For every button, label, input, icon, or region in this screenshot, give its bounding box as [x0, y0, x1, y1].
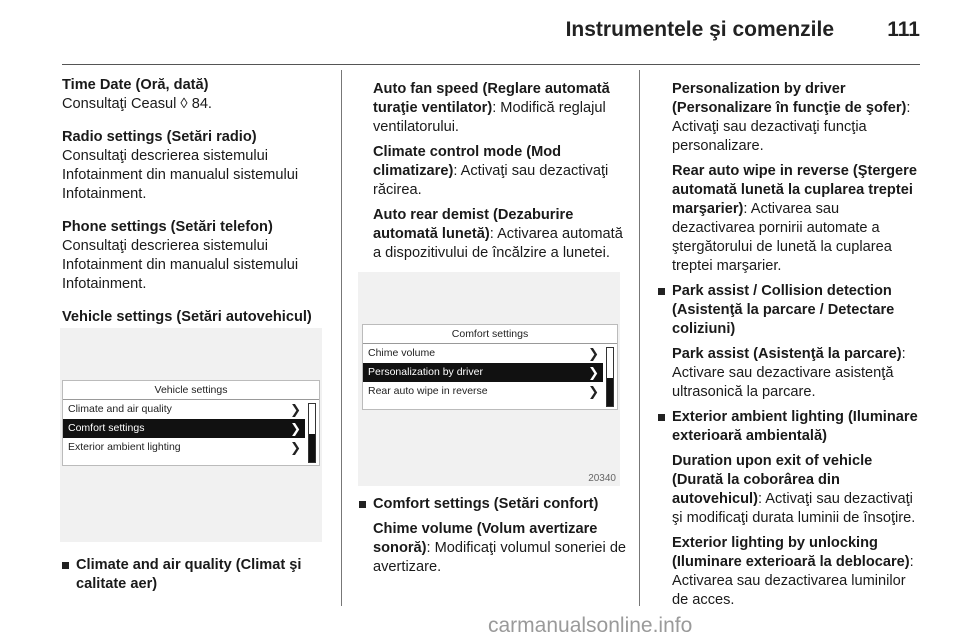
bullet-text: Climate and air quality (Climat şi calitate aer)	[76, 557, 302, 592]
vehicle-settings-figure	[60, 328, 322, 542]
bullet-text: Exterior ambient lighting (Iluminare exterioară ambientală)	[672, 409, 918, 444]
menu-item-exterior-lighting	[63, 438, 305, 457]
column-1-bullet	[62, 556, 328, 600]
menu-item-chime-volume	[363, 344, 603, 363]
exterior-unlock-section	[672, 534, 924, 610]
climate-mode-section	[373, 143, 625, 200]
time-date-section	[62, 76, 328, 114]
chevron-right-icon: ❯	[588, 346, 599, 361]
screen-title: Comfort settings	[363, 325, 617, 344]
watermark: carmanualsonline.info	[488, 614, 693, 637]
scrollbar	[606, 347, 614, 407]
column-divider-1	[341, 70, 342, 606]
personalization-section	[672, 80, 924, 156]
scrollbar	[308, 403, 316, 463]
screen-title: Vehicle settings	[63, 381, 319, 400]
page-header-title: Instrumentele şi comenzile	[565, 18, 834, 41]
section-text: : Modificaţi volumul soneriei de avertizare.	[373, 540, 627, 575]
column-3	[672, 80, 924, 616]
chime-volume-section	[373, 520, 627, 577]
section-heading: Personalization by driver (Personalizare în funcţie de şofer)	[672, 81, 907, 116]
section-text: : Activaţi sau dezactivaţi răcirea.	[373, 163, 609, 198]
section-text: : Activaţi sau dezactivaţi funcţia personalizare.	[672, 100, 911, 154]
section-text: : Modifică reglajul ventilatorului.	[373, 100, 606, 135]
menu-item-label: Chime volume	[368, 347, 436, 359]
column-divider-2	[639, 70, 640, 606]
rear-wipe-section	[672, 162, 924, 276]
section-heading: Vehicle settings (Setări autovehicul)	[62, 309, 312, 325]
section-text: Consultaţi descrierea sistemului Infotainment din manualul sistemului Infotainment.	[62, 148, 299, 202]
comfort-settings-figure	[358, 272, 620, 486]
column-1	[62, 76, 328, 341]
vehicle-settings-section	[62, 308, 328, 327]
menu-item-comfort-selected	[63, 419, 305, 438]
phone-settings-section	[62, 218, 328, 294]
chevron-right-icon: ❯	[290, 421, 301, 436]
park-assist-section	[672, 345, 924, 402]
bullet-climate	[62, 556, 328, 594]
menu-item-label: Climate and air quality	[68, 403, 172, 415]
menu-item-personalization-selected	[363, 363, 603, 382]
menu-item-label: Rear auto wipe in reverse	[368, 385, 488, 397]
scrollbar-thumb	[309, 434, 315, 462]
bullet-comfort-settings	[359, 495, 627, 514]
menu-item-label: Exterior ambient lighting	[68, 441, 181, 453]
section-heading: Rear auto wipe in reverse (Ştergere automată lunetă la cuplarea treptei marşarier)	[672, 163, 917, 217]
chevron-right-icon: ❯	[290, 440, 301, 455]
vehicle-settings-screen	[62, 380, 320, 466]
column-2-lower	[373, 495, 627, 583]
radio-settings-section	[62, 128, 328, 204]
figure-number: 20340	[588, 473, 616, 484]
section-text: Consultaţi Ceasul ◊ 84.	[62, 96, 212, 112]
section-text: Consultaţi descrierea sistemului Infotainment din manualul sistemului Infotainment.	[62, 238, 299, 292]
section-text: : Activarea sau dezactivarea pornirii automate a ştergătorului de lunetă la cuplarea treptei marşarier.	[672, 201, 892, 274]
auto-fan-section	[373, 80, 625, 137]
section-text: : Activaţi sau dezactivaţi şi modificaţi durata luminii de însoţire.	[672, 491, 916, 526]
bullet-text: Comfort settings (Setări confort)	[373, 496, 599, 512]
section-heading: Time Date (Oră, dată)	[62, 77, 209, 93]
bullet-text: Park assist / Collision detection (Asistenţă la parcare / Detectare coliziuni)	[672, 283, 895, 337]
chevron-right-icon: ❯	[290, 402, 301, 417]
chevron-right-icon: ❯	[588, 365, 599, 380]
bullet-square-icon	[658, 414, 665, 421]
section-heading: Auto rear demist (Dezaburire automată lunetă)	[373, 207, 574, 242]
menu-item-rear-wipe	[363, 382, 603, 401]
section-text: : Activare sau dezactivare asistenţă ultrasonică la parcare.	[672, 346, 906, 400]
header-divider	[62, 64, 920, 65]
section-heading: Chime volume (Volum avertizare sonoră)	[373, 521, 598, 556]
menu-item-label: Comfort settings	[68, 422, 145, 434]
duration-exit-section	[672, 452, 924, 528]
bullet-exterior-lighting	[658, 408, 924, 446]
section-text: : Activarea automată a dispozitivului de încălzire a lunetei.	[373, 226, 623, 261]
chevron-right-icon: ❯	[588, 384, 599, 399]
section-heading: Radio settings (Setări radio)	[62, 129, 257, 145]
bullet-park-assist	[658, 282, 924, 339]
bullet-square-icon	[62, 562, 69, 569]
section-heading: Phone settings (Setări telefon)	[62, 219, 273, 235]
rear-demist-section	[373, 206, 625, 263]
bullet-square-icon	[359, 501, 366, 508]
bullet-square-icon	[658, 288, 665, 295]
comfort-settings-screen	[362, 324, 618, 410]
menu-item-climate	[63, 400, 305, 419]
scrollbar-thumb	[607, 378, 613, 406]
section-heading: Exterior lighting by unlocking (Iluminare exterioară la deblocare)	[672, 535, 910, 570]
menu-item-label: Personalization by driver	[368, 366, 483, 378]
column-2	[373, 80, 625, 269]
section-heading: Auto fan speed (Reglare automată turaţie ventilator)	[373, 81, 610, 116]
section-text: : Activarea sau dezactivarea luminilor de acces.	[672, 554, 914, 608]
section-heading: Duration upon exit of vehicle (Durată la coborârea din autovehicul)	[672, 453, 873, 507]
section-heading: Climate control mode (Mod climatizare)	[373, 144, 562, 179]
page-number: 111	[887, 18, 920, 41]
section-heading: Park assist (Asistenţă la parcare)	[672, 346, 902, 362]
